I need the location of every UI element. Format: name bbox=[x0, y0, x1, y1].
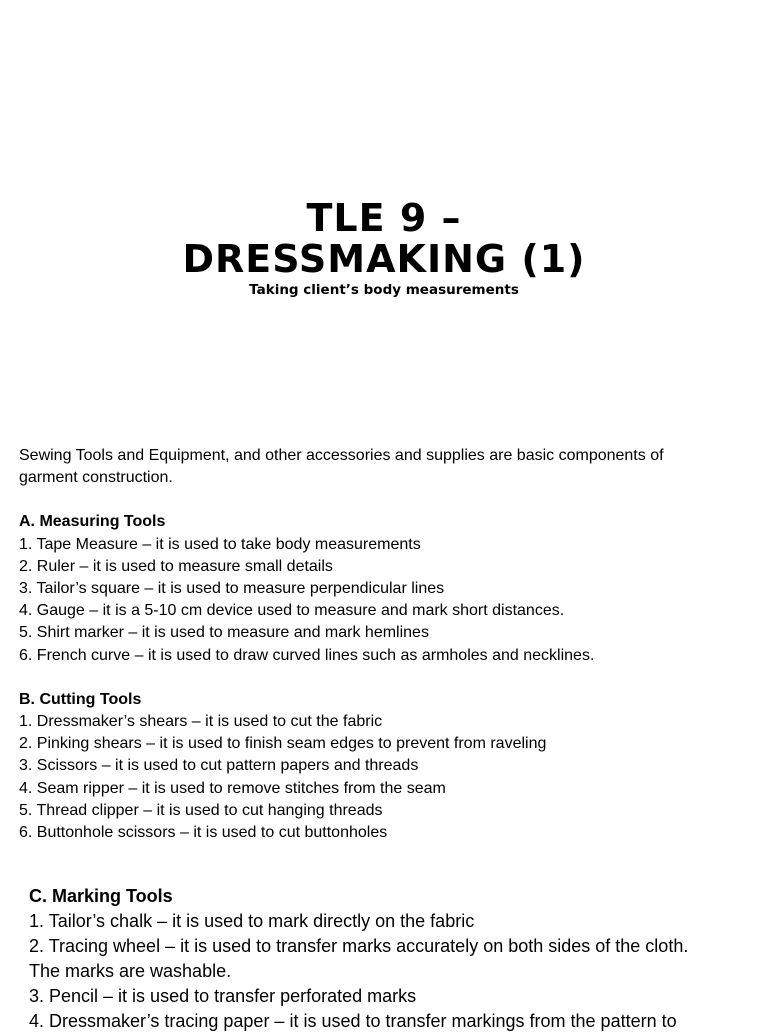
spacer bbox=[19, 489, 739, 511]
page-subtitle: Taking client’s body measurements bbox=[249, 282, 519, 298]
intro-line: garment construction. bbox=[19, 469, 173, 487]
list-item: 3. Pencil – it is used to transfer perforated marks bbox=[29, 986, 417, 1006]
list-item: 1. Tape Measure – it is used to take body measurements bbox=[19, 535, 421, 553]
marking-tools-section bbox=[29, 884, 749, 1034]
list-item: 2. Tracing wheel – it is used to transfer marks accurately on both sides of the cloth. bbox=[29, 936, 689, 956]
spacer bbox=[19, 667, 739, 689]
document-body bbox=[19, 445, 739, 844]
list-item: 4. Gauge – it is a 5-10 cm device used to measure and mark short distances. bbox=[19, 602, 565, 620]
page-title-line-1: TLE 9 – bbox=[306, 196, 462, 240]
list-item: 1. Tailor’s chalk – it is used to mark directly on the fabric bbox=[29, 911, 475, 931]
section-heading-marking: C. Marking Tools bbox=[29, 886, 173, 906]
list-item: 4. Dressmaker’s tracing paper – it is used to transfer markings from the pattern to bbox=[29, 1011, 677, 1031]
list-item: 3. Tailor’s square – it is used to measure perpendicular lines bbox=[19, 580, 445, 598]
list-item-continuation: The marks are washable. bbox=[29, 961, 232, 981]
list-item: 3. Scissors – it is used to cut pattern papers and threads bbox=[19, 757, 419, 775]
title-block bbox=[0, 198, 768, 299]
list-item: 5. Thread clipper – it is used to cut hanging threads bbox=[19, 801, 383, 819]
section-heading-measuring: A. Measuring Tools bbox=[19, 513, 166, 531]
page-title-line-2: DRESSMAKING (1) bbox=[182, 237, 586, 281]
list-item: 6. Buttonhole scissors – it is used to cut buttonholes bbox=[19, 824, 388, 842]
intro-line: Sewing Tools and Equipment, and other accessories and supplies are basic components of bbox=[19, 447, 664, 464]
list-item: 4. Seam ripper – it is used to remove stitches from the seam bbox=[19, 779, 446, 797]
list-item: 2. Pinking shears – it is used to finish seam edges to prevent from raveling bbox=[19, 735, 547, 753]
section-heading-cutting: B. Cutting Tools bbox=[19, 690, 142, 708]
list-item: 6. French curve – it is used to draw curved lines such as armholes and necklines. bbox=[19, 646, 595, 664]
list-item: 1. Dressmaker’s shears – it is used to cut the fabric bbox=[19, 713, 383, 731]
list-item: 5. Shirt marker – it is used to measure and mark hemlines bbox=[19, 624, 429, 642]
list-item: 2. Ruler – it is used to measure small details bbox=[19, 557, 333, 575]
